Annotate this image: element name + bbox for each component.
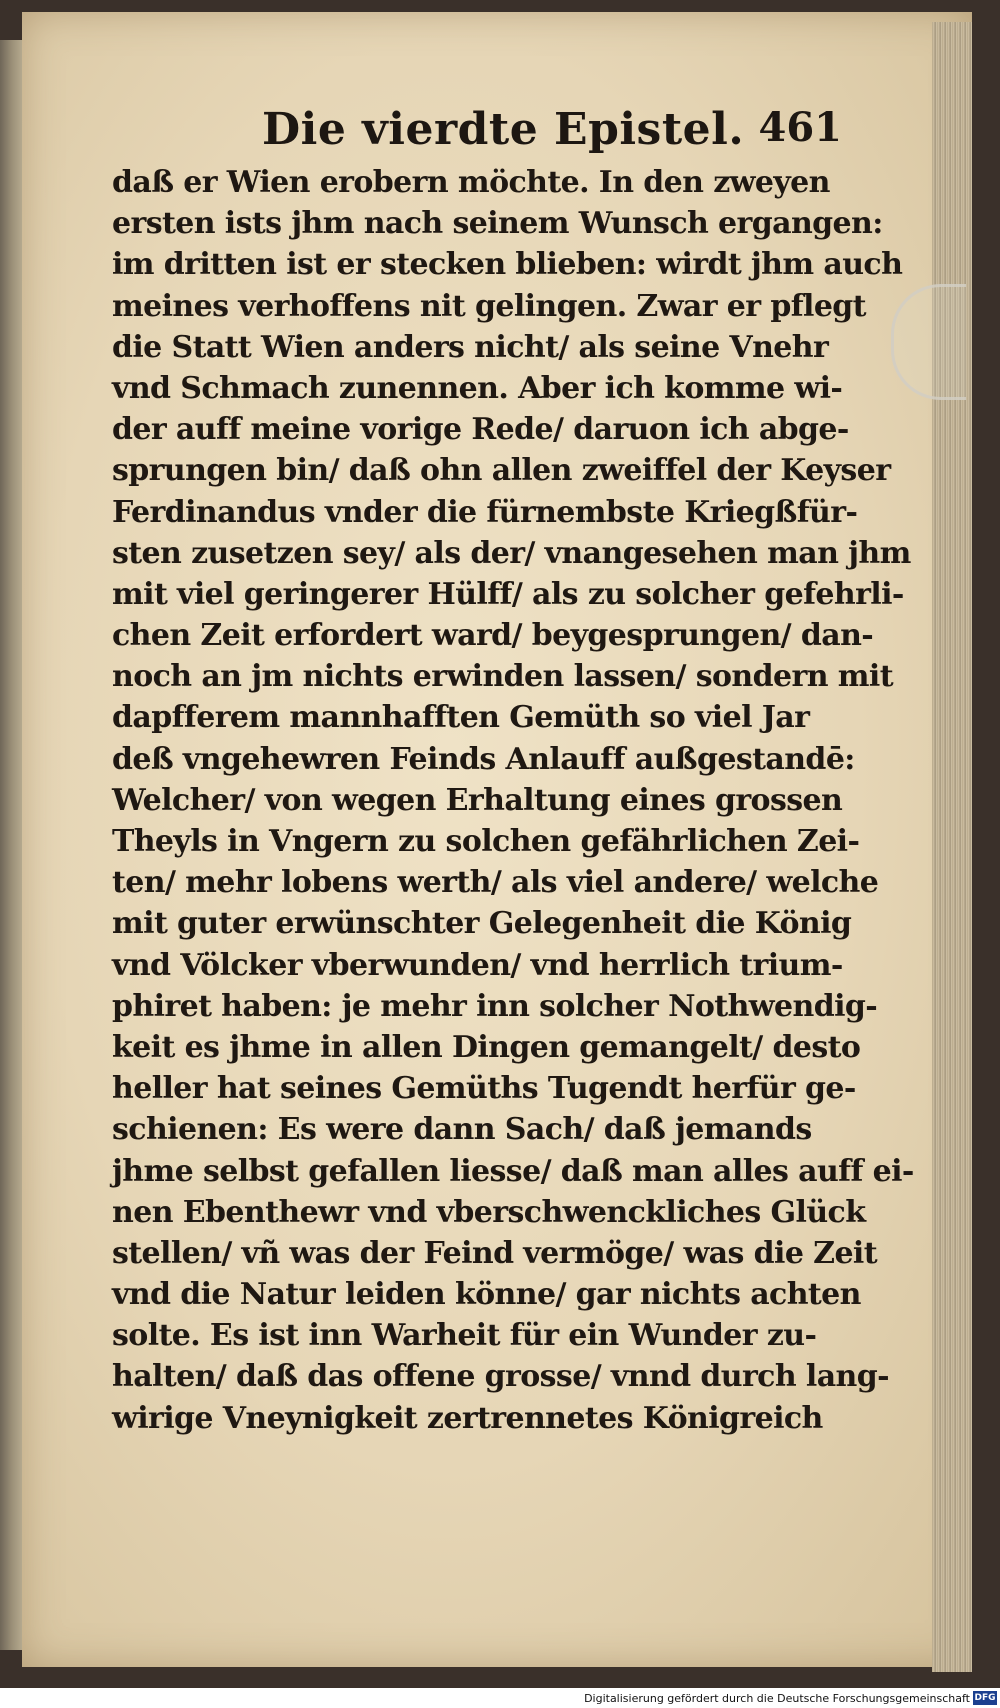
text-line: vnd Schmach zunennen. Aber ich komme wi- [112, 370, 843, 406]
text-line: sten zusetzen sey/ als der/ vnangesehen man jhm [112, 535, 911, 571]
text-line: deß vngehewren Feinds Anlauff außgestandē: [112, 741, 855, 777]
text-line: solte. Es ist inn Warheit für ein Wunder zu- [112, 1318, 817, 1354]
text-line: halten/ daß das offene grosse/ vnnd durch lang- [112, 1359, 889, 1395]
text-line: meines verhoffens nit gelingen. Zwar er pflegt [112, 288, 866, 324]
text-line: heller hat seines Gemüths Tugendt herfür ge- [112, 1071, 856, 1107]
text-line: stellen/ vñ was der Feind vermöge/ was die Zeit [112, 1235, 877, 1271]
paper-tab-loop [891, 284, 966, 400]
text-line: mit viel geringerer Hülff/ als zu solcher gefehrli- [112, 576, 904, 612]
text-line: schienen: Es were dann Sach/ daß jemands [112, 1112, 812, 1148]
text-line: der auff meine vorige Rede/ daruon ich abge- [112, 412, 849, 448]
text-line: mit guter erwünschter Gelegenheit die König [112, 906, 852, 942]
digitization-credit: Digitalisierung gefördert durch die Deutsche Forschungsgemeinschaft [584, 1692, 970, 1705]
text-line: phiret haben: je mehr inn solcher Nothwendig- [112, 988, 878, 1024]
footer-bar [0, 1688, 1000, 1708]
text-line: vnd die Natur leiden könne/ gar nichts achten [112, 1277, 861, 1313]
text-line: im dritten ist er stecken blieben: wirdt jhm auch [112, 247, 903, 283]
text-line: noch an jm nichts erwinden lassen/ sondern mit [112, 659, 893, 695]
running-head: Die vierdte Epistel. [262, 104, 745, 155]
text-line: Ferdinandus vnder die fürnembste Kriegßfür- [112, 494, 858, 530]
text-line: sprungen bin/ daß ohn allen zweiffel der Keyser [112, 453, 891, 489]
text-line: ersten ists jhm nach seinem Wunsch ergangen: [112, 206, 883, 242]
body-text [112, 162, 914, 1439]
text-line: daß er Wien erobern möchte. In den zweyen [112, 165, 830, 200]
page-number: 461 [758, 104, 842, 151]
text-line: keit es jhme in allen Dingen gemangelt/ desto [112, 1029, 861, 1065]
text-line: jhme selbst gefallen liesse/ daß man alles auff ei- [112, 1153, 914, 1189]
text-line: Theyls in Vngern zu solchen gefährlichen Zei- [112, 824, 860, 859]
dfg-logo: DFG [974, 1693, 996, 1703]
page-fore-edge [932, 22, 972, 1672]
text-line: nen Ebenthewr vnd vberschwenckliches Glück [112, 1194, 866, 1230]
page-header [262, 104, 842, 164]
text-line: ten/ mehr lobens werth/ als viel andere/ welche [112, 865, 879, 901]
text-line: wirige Vneynigkeit zertrennetes Königreich [112, 1400, 823, 1436]
text-line: dapfferem mannhafften Gemüth so viel Jar [112, 700, 810, 736]
text-line: vnd Völcker vberwunden/ vnd herrlich trium- [112, 947, 843, 983]
text-line: die Statt Wien anders nicht/ als seine Vnehr [112, 329, 829, 365]
text-line: chen Zeit erfordert ward/ beygesprungen/ dan- [112, 618, 874, 654]
text-line: Welcher/ von wegen Erhaltung eines grossen [112, 782, 843, 818]
book-page [22, 12, 972, 1667]
